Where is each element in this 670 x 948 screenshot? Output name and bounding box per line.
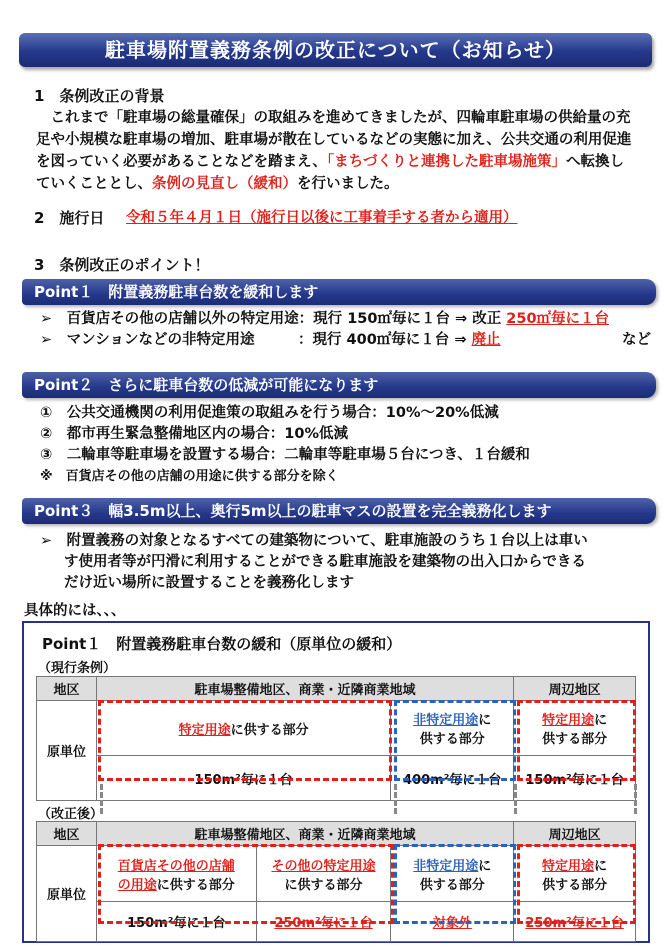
header-area: 地区 [37, 677, 97, 701]
section1-highlight-1: 「まちづくりと連携した駐車場施策」 [326, 154, 566, 170]
current-red-highlight-peripheral [517, 700, 636, 781]
connector-2 [394, 784, 397, 814]
current-value-nonspecific: 400m²毎に１台 [391, 756, 514, 801]
revised-blue-highlight [394, 844, 516, 924]
revised-label: （改正後） [38, 807, 104, 822]
header-peripheral: 周辺地区 [514, 677, 636, 701]
point2-bar: Point２ さらに駐車台数の低減が可能になります [22, 372, 656, 398]
page-title: 駐車場附置義務条例の改正について（お知らせ） [19, 33, 652, 67]
dept-store-term-1: 百貨店その他の店舗 [117, 858, 235, 874]
effective-date: 令和５年４月１日（施行日以後に工事着手する者から適用） [126, 210, 518, 226]
current-blue-highlight [394, 700, 516, 781]
specific-use-term: 特定用途 [178, 722, 231, 738]
point2-item-2: ② 都市再生緊急整備地区内の場合：10%低減 [40, 426, 348, 442]
current-red-highlight-main [98, 700, 392, 781]
dept-store-rest: に供する部分 [156, 877, 235, 893]
section2-heading: 2 施行日 [34, 209, 105, 227]
box-title: Point１ 附置義務駐車台数の緩和（原単位の緩和） [42, 635, 402, 653]
header-area: 地区 [37, 822, 97, 846]
specifically-label: 具体的には、、、 [24, 603, 126, 619]
current-value-specific: 150m²毎に１台 [96, 756, 390, 801]
nonspecific-use-term: 非特定用途 [413, 858, 479, 874]
section1-text-b: へ転換していくこととし、 [36, 154, 624, 192]
point3-bar: Point３ 幅3.5m以上、奥行5m以上の駐車マスの設置を完全義務化します [22, 498, 656, 524]
point1-line1 [40, 309, 609, 329]
header-main-district: 駐車場整備地区、商業・近隣商業地域 [96, 677, 513, 701]
point1-line2-tail: など [622, 332, 651, 348]
revised-value-dept-store: 150m²毎に１台 [96, 902, 256, 942]
connector-3 [514, 784, 517, 814]
header-main-district: 駐車場整備地区、商業・近隣商業地域 [96, 822, 513, 846]
other-specific-term: その他の特定用途 [271, 858, 376, 874]
dept-store-term-2: の用途 [117, 877, 157, 893]
point2-note: ※ 百貨店その他の店舗の用途に供する部分を除く [40, 469, 339, 484]
current-label: （現行条例） [38, 661, 117, 676]
specific-use-rest: に供する部分 [230, 722, 309, 738]
peripheral-use-rest1: に [594, 858, 608, 874]
point1-bar: Point１ 附置義務駐車台数を緩和します [22, 279, 656, 305]
peripheral-use-term: 特定用途 [542, 713, 595, 728]
other-specific-rest: に供する部分 [284, 877, 363, 893]
point3-text-2: す使用者等が円滑に利用することができる駐車施設を建築物の出入口からできる [64, 554, 586, 570]
peripheral-use-rest2: 供する部分 [542, 732, 608, 747]
section1-heading: 1 条例改正の背景 [34, 87, 165, 105]
nonspecific-use-rest1: に [478, 858, 492, 874]
nonspecific-use-rest1: に [478, 713, 492, 728]
revised-red-highlight-main [98, 844, 394, 924]
revised-value-other-specific: 250m²毎に１台 [256, 902, 391, 942]
section1-text [36, 107, 636, 195]
revised-red-highlight-peripheral [517, 844, 636, 924]
point1-line1-new: 250㎡毎に１台 [506, 311, 610, 327]
peripheral-use-rest2: 供する部分 [542, 877, 608, 893]
nonspecific-use-rest2: 供する部分 [419, 732, 485, 747]
point3-text-3: だけ近い場所に設置することを義務化します [64, 575, 354, 591]
peripheral-use-term: 特定用途 [542, 858, 595, 874]
point1-line2-text: ➢ マンションなどの非特定用途 ：現行 400㎡毎に１台 ⇒ [40, 332, 472, 348]
point1-line2 [40, 330, 501, 350]
peripheral-use-rest1: に [594, 713, 608, 728]
revised-value-nonspecific: 対象外 [391, 902, 514, 942]
section1-highlight-2: 条例の見直し（緩和） [152, 176, 297, 192]
section1-text-a: これまで「駐車場の総量確保」の取組みを進めてきましたが、四輪車駐車場の供給量の充足や小規模な駐車場の増加、駐車場が散在しているなどの実態に加え、公共交通の利用促進を図っていく必要があることなどを踏まえ、 [36, 110, 632, 170]
header-peripheral: 周辺地区 [514, 822, 636, 846]
point2-item-3: ③ 二輪車等駐車場を設置する場合：二輪車等駐車場５台につき、１台緩和 [40, 447, 530, 463]
revised-value-peripheral: 250m²毎に１台 [514, 902, 636, 942]
nonspecific-use-rest2: 供する部分 [419, 877, 485, 893]
point3-text-1: ➢ 附置義務の対象となるすべての建築物について、駐車施設のうち１台以上は車い [40, 533, 588, 549]
row-label: 原単位 [37, 846, 97, 942]
section1-text-c: を行いました。 [297, 176, 399, 192]
point1-line1-text: ➢ 百貨店その他の店舗以外の特定用途：現行 150㎡毎に１台 ⇒ 改正 [40, 311, 507, 327]
point2-item-1: ① 公共交通機関の利用促進策の取組みを行う場合：10%～20%低減 [40, 405, 499, 421]
row-label: 原単位 [37, 701, 97, 801]
connector-4 [634, 784, 637, 814]
point1-line2-abolished: 廃止 [471, 332, 501, 348]
current-value-peripheral: 150m²毎に１台 [514, 756, 636, 801]
nonspecific-use-term: 非特定用途 [413, 713, 479, 728]
section3-heading: 3 条例改正のポイント！ [34, 256, 210, 274]
